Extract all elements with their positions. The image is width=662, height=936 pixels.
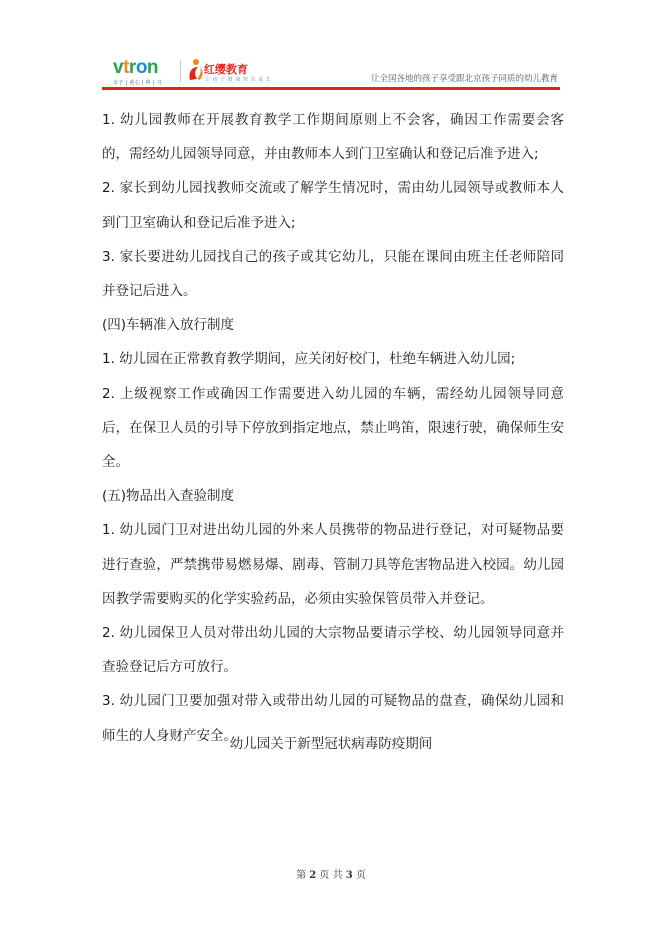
paragraph: 3. 幼儿园门卫要加强对带入或带出幼儿园的可疑物品的盘查，确保幼儿园和师生的人身财产安全。 (102, 693, 564, 744)
hongying-name: 红缨教育 (204, 63, 248, 76)
header-rule (102, 87, 560, 90)
current-page-number: 2 (309, 870, 317, 881)
section-heading: (四)车辆准入放行制度 (102, 317, 235, 334)
paragraph: 1. 幼儿园教师在开展教育教学工作期间原则上不会客，确因工作需要会客的，需经幼儿园领导同意，并由教师本人到门卫室确认和登记后准予进入; (102, 112, 564, 163)
header-slogan: 让全国各地的孩子享受跟北京孩子同质的幼儿教育 (370, 74, 558, 84)
total-pages-number: 3 (345, 870, 353, 881)
page-footer (0, 866, 662, 881)
vtron-tagline: 亲子 | 童心 | 科 | 兴 (113, 80, 163, 86)
vtron-wordmark: vtron (113, 57, 159, 78)
section-heading: (五)物品出入查验制度 (102, 488, 235, 505)
footer-suffix: 页 (355, 870, 366, 881)
footer-prefix: 第 (296, 870, 307, 881)
hongying-logo (186, 57, 272, 85)
footer-middle: 页 共 (319, 870, 343, 881)
document-body (102, 103, 564, 753)
logo-divider (180, 60, 181, 82)
hongying-emblem-icon (186, 58, 204, 82)
paragraph: 2. 幼儿园保卫人员对带出幼儿园的大宗物品要请示学校、幼儿园领导同意并查验登记后方可放行。 (102, 625, 564, 676)
section-title: 幼儿园关于新型冠状病毒防疫期间 (229, 736, 433, 752)
hongying-tagline: 让 孩 子 健 康 快 乐 成 长 (205, 77, 272, 83)
vtron-logo (113, 58, 175, 86)
paragraph: 3. 家长要进幼儿园找自己的孩子或其它幼儿，只能在课间由班主任老师陪同并登记后进入。 (102, 248, 564, 300)
paragraph: 2. 家长到幼儿园找教师交流或了解学生情况时，需由幼儿园领导或教师本人到门卫室确认和登记后准予进入; (102, 180, 564, 231)
paragraph: 2. 上级视察工作或确因工作需要进入幼儿园的车辆，需经幼儿园领导同意后，在保卫人员的引导下停放到指定地点，禁止鸣笛，限速行驶，确保师生安全。 (102, 385, 564, 471)
paragraph: 1. 幼儿园在正常教育教学期间，应关闭好校门，杜绝车辆进入幼儿园; (102, 351, 516, 368)
paragraph: 1. 幼儿园门卫对进出幼儿园的外来人员携带的物品进行登记，对可疑物品要进行查验，严禁携带易燃易爆、剧毒、管制刀具等危害物品进入校园。幼儿园因教学需要购买的化学实验药品，必须由实验保管员带入并登记。 (102, 522, 564, 607)
page-header (0, 0, 662, 100)
